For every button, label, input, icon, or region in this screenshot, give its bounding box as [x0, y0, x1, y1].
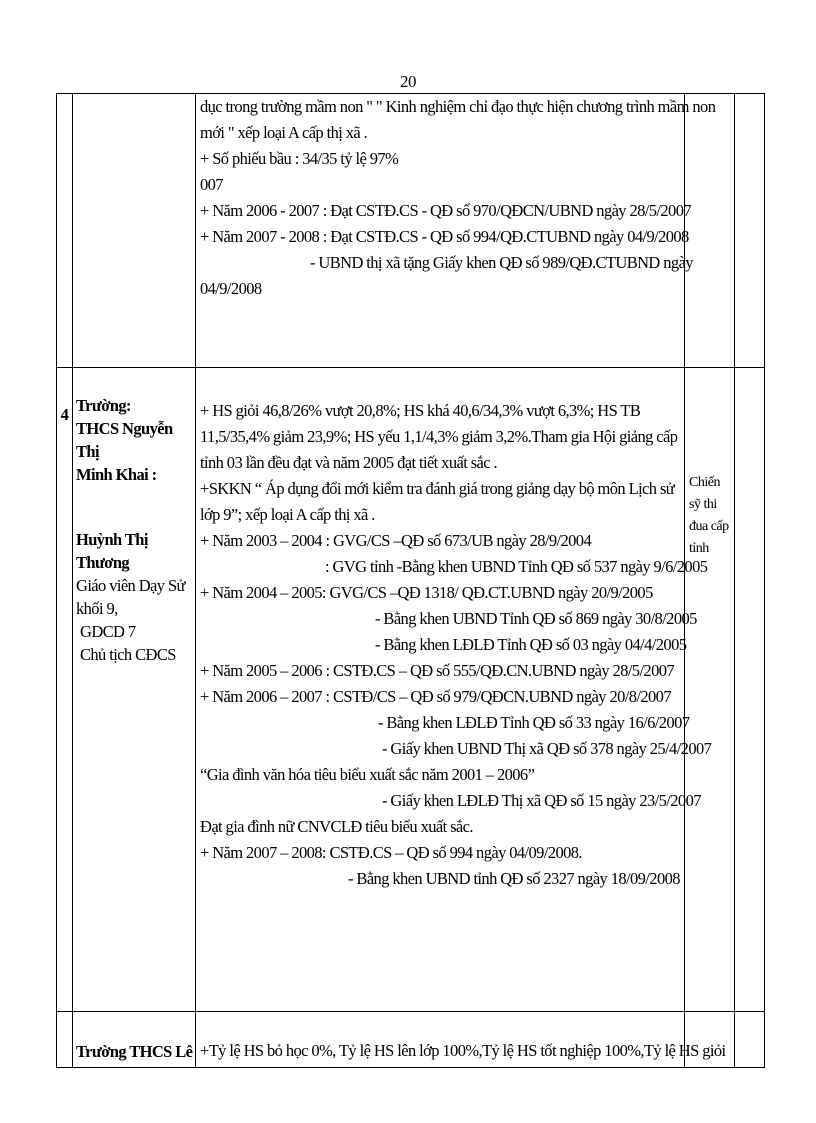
name-cell: [73, 94, 196, 368]
name-cell: [73, 1012, 196, 1068]
text-line: + Năm 2006 – 2007 : CSTĐ/CS – QĐ số 979/QĐCN.UBND ngày 20/8/2007: [200, 687, 671, 706]
text-line: + Năm 2004 – 2005: GVG/CS –QĐ 1318/ QĐ.CT.UBND ngày 20/9/2005: [200, 583, 653, 602]
school-name: Trường THCS Lê: [76, 1042, 193, 1061]
text-line: +Tỷ lệ HS bỏ học 0%, Tỷ lệ HS lên lớp 100%,Tỷ lệ HS tốt nghiệp 100%,Tỷ lệ HS giỏi: [200, 1041, 726, 1060]
table-row: [57, 1012, 765, 1068]
school-name: THCS Nguyễn Thị: [76, 419, 173, 461]
text-line: mới " xếp loại A cấp thị xã .: [200, 123, 368, 142]
text-line: - Giấy khen UBND Thị xã QĐ số 378 ngày 25/4/2007: [382, 739, 712, 758]
text-line: + Năm 2007 – 2008: CSTĐ.CS – QĐ số 994 ngày 04/09/2008.: [200, 843, 582, 862]
school-name: Trường:: [76, 396, 131, 415]
text-line: + Năm 2005 – 2006 : CSTĐ.CS – QĐ số 555/QĐ.CN.UBND ngày 28/5/2007: [200, 661, 675, 680]
text-line: + Năm 2003 – 2004 : GVG/CS –QĐ số 673/UB ngày 28/9/2004: [200, 531, 592, 550]
stt-cell: 4: [57, 368, 73, 1012]
text-line: - Giấy khen LĐLĐ Thị xã QĐ số 15 ngày 23/5/2007: [382, 791, 701, 810]
note-cell: [735, 1012, 765, 1068]
person-role: Chủ tịch CĐCS: [80, 645, 176, 664]
text-line: - Bằng khen UBND Tỉnh QĐ số 869 ngày 30/8/2005: [375, 609, 697, 628]
award-cell: [685, 94, 735, 368]
text-line: 04/9/2008: [200, 279, 262, 298]
school-name: Minh Khai :: [76, 465, 157, 484]
text-line: + Số phiếu bầu : 34/35 tỷ lệ 97%: [200, 149, 399, 168]
table-row: [57, 368, 765, 1012]
stt-cell: [57, 94, 73, 368]
text-line: - Bằng khen LĐLĐ Tỉnh QĐ số 03 ngày 04/4/2005: [375, 635, 687, 654]
text-line: Đạt gia đình nữ CNVCLĐ tiêu biểu xuất sắc.: [200, 817, 473, 836]
achievements-cell: [196, 94, 716, 368]
text-paragraph: +SKKN “ Áp dụng đổi mới kiểm tra đánh giá trong giảng dạy bộ môn Lịch sử lớp 9”; xếp loại A cấp thị xã .: [200, 479, 675, 524]
table-row: [57, 94, 765, 368]
text-line: : GVG tỉnh -Bằng khen UBND Tỉnh QĐ số 537 ngày 9/6/2005: [325, 557, 708, 576]
text-line: dục trong trường mầm non " " Kinh nghiệm chỉ đạo thực hiện chương trình mầm non: [200, 97, 716, 116]
text-line: - Bằng khen UBND tỉnh QĐ số 2327 ngày 18/09/2008: [348, 869, 680, 888]
person-role: GDCD 7: [80, 622, 136, 641]
person-role: khối 9,: [76, 599, 118, 618]
text-line: + Năm 2007 - 2008 : Đạt CSTĐ.CS - QĐ số 994/QĐ.CTUBND ngày 04/9/2008: [200, 227, 689, 246]
person-role: Giáo viên Dạy Sử: [76, 576, 185, 595]
stt-cell: [57, 1012, 73, 1068]
text-line: - UBND thị xã tặng Giấy khen QĐ số 989/QĐ.CTUBND ngày: [310, 253, 693, 272]
text-line: - Bằng khen LĐLĐ Tỉnh QĐ số 33 ngày 16/6/2007: [378, 713, 690, 732]
note-cell: [735, 94, 765, 368]
person-name: Huỳnh Thị: [76, 530, 148, 549]
name-cell: [73, 368, 196, 1012]
note-cell: [735, 368, 765, 1012]
text-line: + Năm 2006 - 2007 : Đạt CSTĐ.CS - QĐ số 970/QĐCN/UBND ngày 28/5/2007: [200, 201, 692, 220]
text-line: 007: [200, 175, 223, 194]
text-line: “Gia đình văn hóa tiêu biểu xuất sắc năm 2001 – 2006”: [200, 765, 535, 784]
award-cell: Chiến sỹ thi đua cấp tỉnh: [685, 368, 735, 1012]
person-name: Thương: [76, 553, 130, 572]
achievements-cell: [196, 1012, 726, 1068]
text-paragraph: + HS giỏi 46,8/26% vượt 20,8%; HS khá 40,6/34,3% vượt 6,3%; HS TB 11,5/35,4% giảm 23,9%; HS yếu 1,1/4,3% giảm 3,2%.Tham gia Hội giảng cấp tỉnh 03 lần đều đạt và năm 2005 đạt tiết xuất sắc .: [200, 401, 678, 472]
emulation-table: [56, 93, 765, 1068]
page-number: 20: [400, 72, 416, 91]
